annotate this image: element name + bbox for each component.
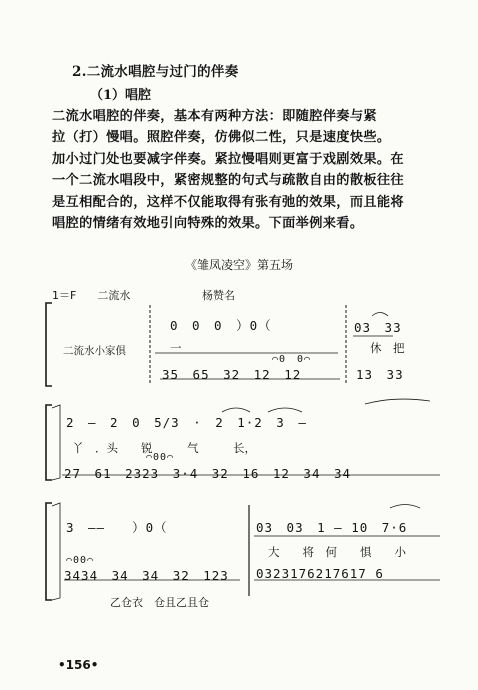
slur-marks: ⌒00⌒ xyxy=(66,555,95,566)
vocal-notes: 03 03 1 — 10 7·6 xyxy=(256,520,408,535)
slur-marks: ⌒0 0⌒ xyxy=(272,354,312,365)
vocal-notes: 2 — 2 0 5/3 · 2 1·2 3 — xyxy=(66,415,307,430)
accompaniment-notes: 35 65 32 12 12 xyxy=(162,367,302,382)
vocal-notes: 0 0 0 ）0（ xyxy=(170,318,272,333)
accompaniment-notes: 0323176217617 6 xyxy=(256,566,384,581)
bullet-dot: • xyxy=(58,658,66,672)
section-subheading: （1）唱腔 xyxy=(90,88,152,103)
bullet-dot: • xyxy=(90,658,99,672)
key-label: 1＝F xyxy=(52,289,77,302)
paragraph-line: 一个二流水唱段中，紧密规整的句式与疏散自由的散板往往 xyxy=(52,173,404,189)
accompaniment-notes: 13 33 xyxy=(356,367,404,382)
percussion-text: 乙仓衣 仓且乙且仓 xyxy=(110,596,209,609)
paragraph-line: 拉（打）慢唱。照腔伴奏，仿佛似二性，只是速度快些。 xyxy=(52,130,391,146)
paragraph-line: 唱腔的情绪有效地引向特殊的效果。下面举例来看。 xyxy=(52,215,364,231)
accompaniment-notes: 27 61 2323 3·4 32 16 12 34 34 xyxy=(64,466,352,481)
vocal-notes: 03 33 xyxy=(354,320,402,335)
lyric-text: 休 把 xyxy=(370,341,405,355)
lyric-text: 丫 ．头 锐 气 长， xyxy=(72,441,256,455)
lyric-text: 一 xyxy=(170,341,182,355)
paragraph-line: 加小过门处也要减字伴奏。紧拉慢唱则更富于戏剧效果。在 xyxy=(52,151,404,167)
slur-marks: ⌒00⌒ xyxy=(146,452,175,463)
paragraph-line: 二流水唱腔的伴奏，基本有两种方法：即随腔伴奏与紧 xyxy=(52,109,377,124)
paragraph-line: 是互相配合的，这样不仅能取得有张有弛的效果，而且能将 xyxy=(52,194,404,210)
vocal-notes: 3 —— ）0（ xyxy=(66,520,168,535)
cue-text: 杨赞名 xyxy=(202,289,235,302)
tempo-label: 二流水 xyxy=(97,289,131,302)
lyric-text: 大 将 何 惧 小 xyxy=(268,545,406,559)
example-title: 《雏凤凌空》第五场 xyxy=(185,258,294,272)
section-heading: 2.二流水唱腔与过门的伴奏 xyxy=(72,64,239,80)
page-number-value: 156 xyxy=(65,658,91,672)
part-label: 二流水小家俱 xyxy=(63,345,126,357)
accompaniment-notes: 3434 34 34 32 123 xyxy=(64,568,229,583)
page-number xyxy=(58,658,98,672)
